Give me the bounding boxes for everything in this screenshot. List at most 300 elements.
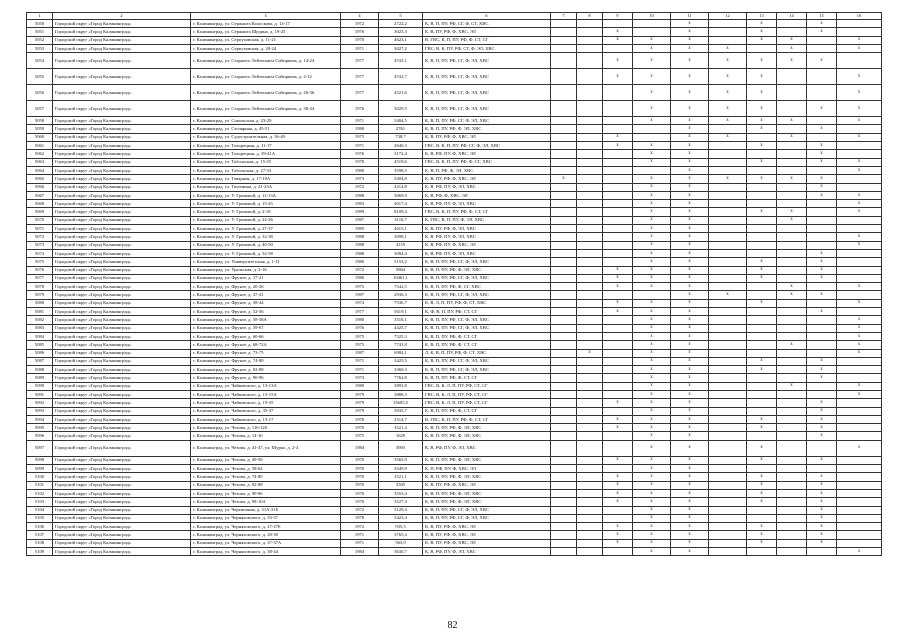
work-mark-cell bbox=[709, 183, 747, 191]
work-mark: x bbox=[577, 349, 603, 357]
work-mark-cell bbox=[603, 233, 633, 241]
systems-list: К, В, П, ПУ, РФ, Ф, ЭЛ, ХВС bbox=[423, 498, 551, 506]
area: 2936,3 bbox=[379, 291, 423, 299]
work-mark: x bbox=[671, 53, 709, 69]
work-mark-cell bbox=[551, 225, 577, 233]
systems-list: К, В, РФ, ПУ, Ф, ЭЛ, ХВС bbox=[423, 200, 551, 208]
table-row bbox=[27, 44, 882, 52]
work-mark: x bbox=[837, 69, 882, 85]
build-year: 1971 bbox=[341, 531, 379, 539]
work-mark: x bbox=[633, 341, 671, 349]
row-number: 5101 bbox=[27, 481, 53, 489]
area: 3518,1 bbox=[379, 316, 423, 324]
row-number: 5055 bbox=[27, 69, 53, 85]
work-mark-cell bbox=[777, 266, 807, 274]
build-year: 1977 bbox=[341, 53, 379, 69]
work-mark: x bbox=[777, 341, 807, 349]
work-mark-cell bbox=[709, 440, 747, 456]
work-mark-cell bbox=[709, 539, 747, 547]
work-mark: x bbox=[671, 183, 709, 191]
work-mark: x bbox=[633, 489, 671, 497]
work-mark-cell bbox=[603, 324, 633, 332]
address: г. Калининград, ул. Чайковского, д. 15-15А bbox=[191, 390, 341, 398]
address: г. Калининград, ул. Фрунзе, д. 73-75 bbox=[191, 349, 341, 357]
table-row bbox=[27, 332, 882, 340]
work-mark: x bbox=[747, 85, 777, 101]
work-mark-cell bbox=[709, 415, 747, 423]
work-mark-cell bbox=[777, 498, 807, 506]
work-mark-cell bbox=[603, 291, 633, 299]
area: 3098,1 bbox=[379, 233, 423, 241]
work-mark: x bbox=[671, 142, 709, 150]
build-year: 1987 bbox=[341, 349, 379, 357]
work-mark: x bbox=[603, 399, 633, 407]
work-mark-cell bbox=[777, 399, 807, 407]
work-mark: x bbox=[671, 357, 709, 365]
work-mark: x bbox=[633, 382, 671, 390]
row-number: 5064 bbox=[27, 166, 53, 174]
area: 3423,4 bbox=[379, 514, 423, 522]
work-mark-cell bbox=[747, 133, 777, 141]
row-number: 5089 bbox=[27, 374, 53, 382]
work-mark-cell bbox=[709, 20, 747, 28]
row-number: 5079 bbox=[27, 291, 53, 299]
work-mark-cell bbox=[837, 432, 882, 440]
work-mark: x bbox=[603, 415, 633, 423]
work-mark-cell bbox=[777, 506, 807, 514]
work-mark: x bbox=[671, 489, 709, 497]
work-mark-cell bbox=[777, 191, 807, 199]
work-mark: x bbox=[807, 158, 837, 166]
row-number: 5106 bbox=[27, 523, 53, 531]
municipality: Городской округ «Город Калининград» bbox=[53, 283, 191, 291]
work-mark-cell bbox=[551, 341, 577, 349]
work-mark-cell bbox=[837, 531, 882, 539]
municipality: Городской округ «Город Калининград» bbox=[53, 28, 191, 36]
work-mark: x bbox=[747, 69, 777, 85]
work-mark: x bbox=[807, 53, 837, 69]
row-number: 5072 bbox=[27, 233, 53, 241]
work-mark-cell bbox=[603, 241, 633, 249]
work-mark-cell bbox=[747, 382, 777, 390]
work-mark-cell bbox=[709, 150, 747, 158]
address: г. Калининград, ул. Старшего Лейтенанта Сибиркова, д. 26-36 bbox=[191, 85, 341, 101]
work-mark: x bbox=[709, 85, 747, 101]
work-mark-cell bbox=[577, 225, 603, 233]
work-mark: x bbox=[671, 208, 709, 216]
work-mark-cell bbox=[551, 233, 577, 241]
work-mark-cell bbox=[777, 523, 807, 531]
work-mark-cell bbox=[551, 258, 577, 266]
row-number: 5087 bbox=[27, 357, 53, 365]
work-mark-cell bbox=[551, 266, 577, 274]
work-mark: x bbox=[777, 133, 807, 141]
municipality: Городской округ «Город Калининград» bbox=[53, 390, 191, 398]
systems-list: К, В, П, ПУ, РФ, Ф, ЭЛ, ХВС bbox=[423, 125, 551, 133]
work-mark: x bbox=[709, 291, 747, 299]
work-mark-cell bbox=[603, 349, 633, 357]
work-mark: x bbox=[671, 531, 709, 539]
work-mark-cell bbox=[577, 150, 603, 158]
row-number: 5097 bbox=[27, 440, 53, 456]
build-year: 1971 bbox=[341, 44, 379, 52]
municipality: Городской округ «Город Калининград» bbox=[53, 216, 191, 224]
systems-list: К, В, П, ПУ, РФ, Ф, СТ, СГ bbox=[423, 332, 551, 340]
row-number: 5077 bbox=[27, 274, 53, 282]
work-mark: x bbox=[747, 142, 777, 150]
work-mark-cell bbox=[837, 407, 882, 415]
work-mark-cell bbox=[551, 316, 577, 324]
work-mark-cell bbox=[807, 117, 837, 125]
address: г. Калининград, ул. Тобольская, д. 15-25 bbox=[191, 158, 341, 166]
systems-list: К, В, РФ, ПУ, Ф, ХВС, ЭЛ bbox=[423, 241, 551, 249]
work-mark: x bbox=[709, 44, 747, 52]
work-mark-cell bbox=[837, 291, 882, 299]
row-number: 5091 bbox=[27, 390, 53, 398]
work-mark-cell bbox=[577, 465, 603, 473]
address: г. Калининград, ул. Фрунзе, д. 17-21 bbox=[191, 274, 341, 282]
work-mark-cell bbox=[777, 324, 807, 332]
area: 2722,2 bbox=[379, 20, 423, 28]
work-mark: x bbox=[807, 258, 837, 266]
area: 3505 bbox=[379, 481, 423, 489]
row-number: 5050 bbox=[27, 20, 53, 28]
work-mark-cell bbox=[709, 399, 747, 407]
address: г. Калининград, ул. Старшего Лейтенанта Сибиркова, д. 2-12 bbox=[191, 69, 341, 85]
work-mark-cell bbox=[577, 489, 603, 497]
address: г. Калининград, ул. У. Громовой, д. 11-13А bbox=[191, 191, 341, 199]
build-year: 1978 bbox=[341, 158, 379, 166]
work-mark: x bbox=[807, 407, 837, 415]
work-mark-cell bbox=[837, 506, 882, 514]
work-mark-cell bbox=[603, 341, 633, 349]
work-mark-cell bbox=[551, 69, 577, 85]
address: г. Калининград, ул. Товарная, д. 17-19А bbox=[191, 175, 341, 183]
work-mark-cell bbox=[551, 101, 577, 117]
work-mark: x bbox=[747, 101, 777, 117]
work-mark-cell bbox=[577, 308, 603, 316]
work-mark-cell bbox=[709, 506, 747, 514]
work-mark-cell bbox=[777, 432, 807, 440]
municipality: Городской округ «Город Калининград» bbox=[53, 266, 191, 274]
work-mark: x bbox=[807, 506, 837, 514]
systems-list: К, В, РФ, ПУ, Ф, ХВС, ЭЛ bbox=[423, 150, 551, 158]
work-mark-cell bbox=[747, 506, 777, 514]
work-mark-cell bbox=[747, 233, 777, 241]
work-mark: x bbox=[807, 142, 837, 150]
work-mark-cell bbox=[709, 349, 747, 357]
address: г. Калининград, ул. Столярная, д. 45-51 bbox=[191, 125, 341, 133]
work-mark: x bbox=[777, 36, 807, 44]
work-mark-cell bbox=[577, 357, 603, 365]
work-mark-cell bbox=[577, 374, 603, 382]
work-mark-cell bbox=[837, 125, 882, 133]
work-mark-cell bbox=[777, 539, 807, 547]
work-mark-cell bbox=[709, 208, 747, 216]
work-mark-cell bbox=[577, 133, 603, 141]
work-mark-cell bbox=[551, 20, 577, 28]
table-row bbox=[27, 233, 882, 241]
column-number: 10 bbox=[633, 13, 671, 20]
row-number: 5107 bbox=[27, 531, 53, 539]
municipality: Городской округ «Город Калининград» bbox=[53, 415, 191, 423]
municipality: Городской округ «Город Калининград» bbox=[53, 101, 191, 117]
systems-list: ГВС, В, К, П, ПУ, РФ, Ф, СТ, СГ bbox=[423, 208, 551, 216]
work-mark: x bbox=[671, 316, 709, 324]
work-mark-cell bbox=[551, 183, 577, 191]
work-mark: x bbox=[633, 208, 671, 216]
work-mark-cell bbox=[777, 274, 807, 282]
work-mark-cell bbox=[709, 465, 747, 473]
work-mark: x bbox=[671, 349, 709, 357]
table-row bbox=[27, 183, 882, 191]
work-mark-cell bbox=[709, 489, 747, 497]
row-number: 5051 bbox=[27, 28, 53, 36]
build-year: 1975 bbox=[341, 332, 379, 340]
row-number: 5062 bbox=[27, 150, 53, 158]
area: 4533,1 bbox=[379, 53, 423, 69]
work-mark: x bbox=[837, 101, 882, 117]
work-mark: x bbox=[633, 473, 671, 481]
area: 3598,3 bbox=[379, 166, 423, 174]
work-mark: x bbox=[709, 117, 747, 125]
work-mark-cell bbox=[777, 415, 807, 423]
municipality: Городской округ «Город Калининград» bbox=[53, 407, 191, 415]
register-table-wrapper bbox=[26, 12, 881, 556]
work-mark-cell bbox=[577, 200, 603, 208]
work-mark: x bbox=[671, 266, 709, 274]
table-row bbox=[27, 366, 882, 374]
area: 3129,4 bbox=[379, 506, 423, 514]
work-mark-cell bbox=[777, 233, 807, 241]
row-number: 5065 bbox=[27, 175, 53, 183]
area: 4615,1 bbox=[379, 225, 423, 233]
work-mark: x bbox=[671, 28, 709, 36]
work-mark-cell bbox=[709, 341, 747, 349]
work-mark: x bbox=[671, 308, 709, 316]
municipality: Городской округ «Город Калининград» bbox=[53, 374, 191, 382]
work-mark: x bbox=[633, 85, 671, 101]
work-mark: x bbox=[603, 283, 633, 291]
build-year: 1989 bbox=[341, 208, 379, 216]
work-mark: x bbox=[671, 382, 709, 390]
work-mark: x bbox=[837, 36, 882, 44]
work-mark: x bbox=[671, 200, 709, 208]
row-number: 5108 bbox=[27, 539, 53, 547]
work-mark-cell bbox=[709, 233, 747, 241]
work-mark-cell bbox=[577, 399, 603, 407]
build-year: 1970 bbox=[341, 489, 379, 497]
work-mark-cell bbox=[709, 316, 747, 324]
table-row bbox=[27, 415, 882, 423]
work-mark-cell bbox=[577, 523, 603, 531]
work-mark-cell bbox=[551, 291, 577, 299]
systems-list: К, В, П, ПУ, РФ, СГ, Ф, ЭЛ, ХВС bbox=[423, 101, 551, 117]
work-mark-cell bbox=[551, 208, 577, 216]
work-mark-cell bbox=[577, 382, 603, 390]
work-mark-cell bbox=[603, 432, 633, 440]
build-year: 1973 bbox=[341, 374, 379, 382]
work-mark: x bbox=[671, 150, 709, 158]
work-mark-cell bbox=[603, 225, 633, 233]
systems-list: К, В, П, ПУ, РФ, СГ, Ф, ЭЛ, ХВС bbox=[423, 117, 551, 125]
work-mark-cell bbox=[807, 69, 837, 85]
work-mark: x bbox=[807, 125, 837, 133]
work-mark-cell bbox=[551, 456, 577, 464]
work-mark: x bbox=[603, 266, 633, 274]
work-mark: x bbox=[747, 539, 777, 547]
work-mark-cell bbox=[603, 208, 633, 216]
work-mark: x bbox=[633, 258, 671, 266]
work-mark-cell bbox=[603, 125, 633, 133]
work-mark: x bbox=[747, 36, 777, 44]
work-mark-cell bbox=[709, 200, 747, 208]
area: 7762,8 bbox=[379, 374, 423, 382]
work-mark-cell bbox=[577, 241, 603, 249]
work-mark: x bbox=[807, 150, 837, 158]
municipality: Городской округ «Город Калининград» bbox=[53, 539, 191, 547]
table-row bbox=[27, 191, 882, 199]
work-mark-cell bbox=[603, 175, 633, 183]
build-year: 1985 bbox=[341, 225, 379, 233]
work-mark-cell bbox=[837, 266, 882, 274]
row-number: 5069 bbox=[27, 208, 53, 216]
work-mark-cell bbox=[709, 28, 747, 36]
row-number: 5096 bbox=[27, 432, 53, 440]
work-mark-cell bbox=[577, 324, 603, 332]
systems-list: К, В, РФ, ПУ, Ф, ЭЛ, ХВС bbox=[423, 440, 551, 456]
work-mark: x bbox=[633, 200, 671, 208]
work-mark-cell bbox=[551, 299, 577, 307]
work-mark: x bbox=[777, 53, 807, 69]
work-mark: x bbox=[777, 291, 807, 299]
work-mark-cell bbox=[807, 390, 837, 398]
build-year: 1972 bbox=[341, 523, 379, 531]
work-mark-cell bbox=[551, 249, 577, 257]
municipality: Городской округ «Город Калининград» bbox=[53, 506, 191, 514]
work-mark-cell bbox=[837, 20, 882, 28]
work-mark-cell bbox=[777, 69, 807, 85]
work-mark-cell bbox=[709, 456, 747, 464]
work-mark: x bbox=[671, 166, 709, 174]
work-mark-cell bbox=[709, 366, 747, 374]
area: 3888,3 bbox=[379, 390, 423, 398]
municipality: Городской округ «Город Калининград» bbox=[53, 531, 191, 539]
work-mark-cell bbox=[777, 183, 807, 191]
work-mark-cell bbox=[837, 481, 882, 489]
work-mark: x bbox=[747, 366, 777, 374]
table-row bbox=[27, 125, 882, 133]
work-mark-cell bbox=[807, 200, 837, 208]
work-mark: x bbox=[671, 299, 709, 307]
address: г. Калининград, ул. У. Громовой, д. 52-58 bbox=[191, 249, 341, 257]
work-mark: x bbox=[671, 225, 709, 233]
work-mark-cell bbox=[837, 258, 882, 266]
address: г. Калининград, ул. Чехова, д. 90-96 bbox=[191, 489, 341, 497]
work-mark-cell bbox=[777, 166, 807, 174]
work-mark: x bbox=[671, 332, 709, 340]
area: 4155 bbox=[379, 241, 423, 249]
table-row bbox=[27, 150, 882, 158]
work-mark: x bbox=[633, 407, 671, 415]
work-mark-cell bbox=[577, 69, 603, 85]
table-row bbox=[27, 548, 882, 556]
table-row bbox=[27, 349, 882, 357]
work-mark: x bbox=[837, 208, 882, 216]
area: 1629 bbox=[379, 432, 423, 440]
systems-list: К, В, П, ПУ, РФ, СГ, Ф, ЭЛ, ХВС bbox=[423, 366, 551, 374]
work-mark-cell bbox=[837, 498, 882, 506]
work-mark-cell bbox=[577, 432, 603, 440]
area: 5864 bbox=[379, 266, 423, 274]
work-mark-cell bbox=[577, 481, 603, 489]
work-mark: x bbox=[633, 432, 671, 440]
work-mark-cell bbox=[551, 531, 577, 539]
work-mark-cell bbox=[577, 440, 603, 456]
work-mark: x bbox=[633, 415, 671, 423]
work-mark-cell bbox=[777, 349, 807, 357]
build-year: 1988 bbox=[341, 249, 379, 257]
table-row bbox=[27, 274, 882, 282]
municipality: Городской округ «Город Калининград» bbox=[53, 382, 191, 390]
work-mark: x bbox=[671, 341, 709, 349]
build-year: 1988 bbox=[341, 241, 379, 249]
municipality: Городской округ «Город Калининград» bbox=[53, 523, 191, 531]
address: г. Калининград, ул. Сокольская, д. 23-29 bbox=[191, 117, 341, 125]
work-mark: x bbox=[671, 125, 709, 133]
municipality: Городской округ «Город Калининград» bbox=[53, 440, 191, 456]
work-mark: x bbox=[633, 514, 671, 522]
systems-list: К, В, П, ПУ, РФ, Ф, СГ, ХВС bbox=[423, 283, 551, 291]
build-year: 1970 bbox=[341, 498, 379, 506]
systems-list: К, В, П, ПУ, РФ, СГ, Ф, ЭЛ, ХВС bbox=[423, 316, 551, 324]
build-year: 1975 bbox=[341, 341, 379, 349]
work-mark-cell bbox=[747, 548, 777, 556]
row-number: 5109 bbox=[27, 548, 53, 556]
work-mark-cell bbox=[837, 183, 882, 191]
work-mark: x bbox=[633, 274, 671, 282]
work-mark-cell bbox=[603, 20, 633, 28]
work-mark: x bbox=[807, 175, 837, 183]
municipality: Городской округ «Город Калининград» bbox=[53, 274, 191, 282]
work-mark-cell bbox=[551, 407, 577, 415]
municipality: Городской округ «Город Калининград» bbox=[53, 473, 191, 481]
systems-list: К, В, П, ПУ, РФ, Ф, СТ, СГ bbox=[423, 341, 551, 349]
work-mark-cell bbox=[577, 53, 603, 69]
work-mark-cell bbox=[603, 514, 633, 522]
work-mark-cell bbox=[551, 28, 577, 36]
area: 3025,3 bbox=[379, 28, 423, 36]
work-mark: x bbox=[633, 456, 671, 464]
work-mark-cell bbox=[807, 36, 837, 44]
build-year: 1971 bbox=[341, 142, 379, 150]
address: г. Калининград, ул. Тихорецкая, д. 11-17 bbox=[191, 142, 341, 150]
row-number: 5060 bbox=[27, 133, 53, 141]
address: г. Калининград, ул. Тихорецкая, д. 39-41А bbox=[191, 150, 341, 158]
column-number: 5 bbox=[379, 13, 423, 20]
area: 3116,7 bbox=[379, 216, 423, 224]
work-mark-cell bbox=[577, 125, 603, 133]
work-mark-cell bbox=[709, 390, 747, 398]
build-year: 1970 bbox=[341, 424, 379, 432]
work-mark-cell bbox=[747, 324, 777, 332]
work-mark-cell bbox=[577, 316, 603, 324]
work-mark: x bbox=[603, 142, 633, 150]
work-mark: x bbox=[671, 432, 709, 440]
work-mark-cell bbox=[551, 142, 577, 150]
systems-list: К, В, ПУ, РФ, Ф, ХВС, ЭЛ bbox=[423, 481, 551, 489]
work-mark-cell bbox=[709, 283, 747, 291]
